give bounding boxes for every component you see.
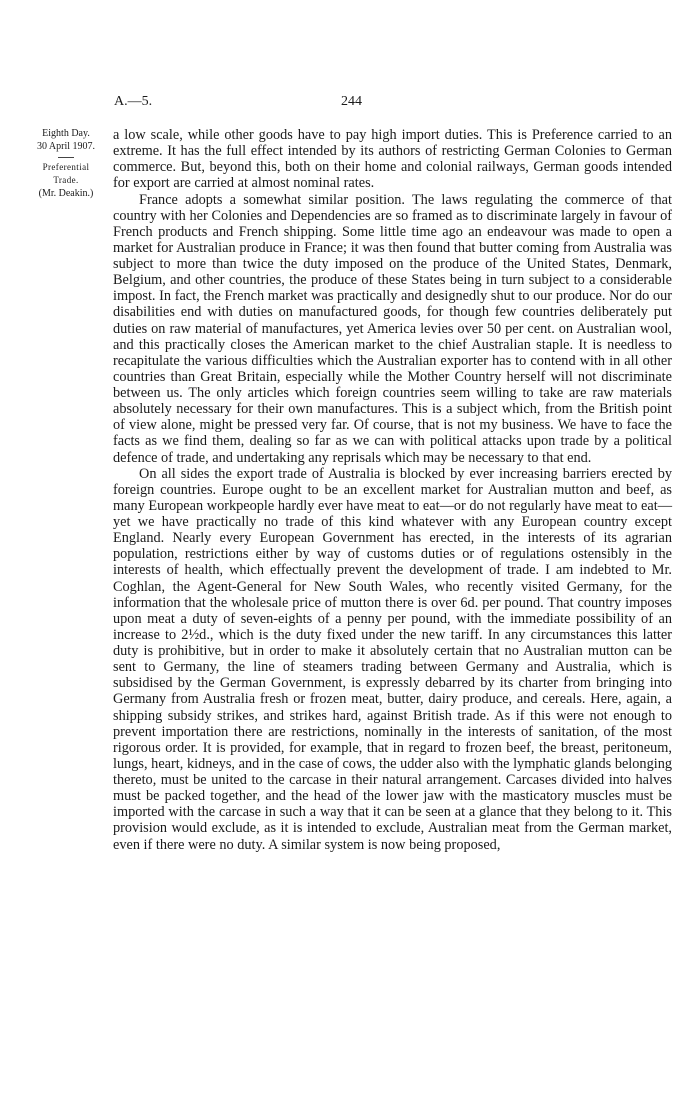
paragraph: a low scale, while other goods have to pay high import duties. This is Preference carried to an extreme. It has the full effect intended by its authors of restricting German Colonies to German commerce. But, beyond this, both on their home and colonial railways, German goods intended for export are carried at almost nominal rates.: [113, 127, 672, 192]
margin-date: 30 April 1907.: [36, 141, 96, 152]
margin-notes: [24, 127, 108, 200]
body-text: [113, 127, 672, 853]
paragraph: On all sides the export trade of Australia is blocked by ever increasing barriers erected by foreign countries. Europe ought to be an excellent market for Australian mutton and beef, as many European workpeople hardly ever have meat to eat—or do not regularly have meat to eat—yet we have practically no trade of this kind whatever with any European country except England. Nearly every European Government has erected, in the interests of its agrarian population, restrictions either by way of customs duties or of regulations ostensibly in the interests of health, which effectually prevent the development of trade. I am indebted to Mr. Coghlan, the Agent-General for New South Wales, who recently visited Germany, for the information that the wholesale price of mutton there is over 6d. per pound. That country imposes upon meat a duty of seven-eights of a penny per pound, with the immediate possibility of an increase to 2½d., which is the duty fixed under the new tariff. In any circumstances this latter duty is prohibitive, but in order to make it absolutely certain that no Australian mutton can be sent to Germany, the line of steamers trading between Germany and Australia, which is subsidised by the German Government, is expressly debarred by its charter from bringing into Germany from Australia fresh or frozen meat, butter, dairy produce, and cereals. Here, again, a shipping subsidy strikes, and strikes hard, against British trade. As if this were not enough to prevent importation there are restrictions, nominally in the interests of sanitation, of the most rigorous order. It is provided, for example, that in regard to frozen beef, the breast, peritoneum, lungs, heart, kidneys, and in the case of cows, the udder also with the lymphatic glands belonging thereto, must be united to the carcase in their natural arrangement. Carcases divided into halves must be packed together, and the head of the lower jaw with the masticatory muscles must be imported with the carcase in such a way that it can be seen at a glance that they belong to it. This provision would exclude, as it is intended to exclude, Australian meat from the German market, even if there were no duty. A similar system is now being proposed,: [113, 465, 672, 853]
margin-speaker: (Mr. Deakin.): [38, 188, 94, 199]
margin-topic-line1: Preferential: [42, 162, 90, 172]
paragraph: France adopts a somewhat similar position. The laws regulating the commerce of that country with her Colonies and Dependencies are so framed as to discriminate largely in favour of French products and French shipping. Some little time ago an endeavour was made to open a market for Australian produce in France; it was then found that butter coming from Australia was subject to more than twice the duty imposed on the produce of the United States, Denmark, Belgium, and other countries, the produce of these States being in turn subject to a considerable impost. In fact, the French market was practically and designedly shut to our produce. Nor do our disabilities end with duties on manufactured goods, for though few countries deliberately put duties on raw material of manufactures, yet America levies over 50 per cent. on Australian wool, and this practically closes the American market to the chief Australian staple. It is needless to recapitulate the various difficulties which the Australian exporter has to contend with in all other countries than Great Britain, especially while the Mother Country herself will not discriminate between us. The only articles which foreign countries seem willing to take are raw materials absolutely necessary for their own manufactures. This is a subject which, from the British point of view alone, might be pressed very far. Of course, that is not my business. We have to face the facts as we find them, dealing so far as we can with political attacks upon trade by a political defence of trade, and undertaking any reprisals which may be necessary to that end.: [113, 191, 672, 466]
margin-divider: [58, 157, 74, 158]
page-reference: A.—5.: [114, 94, 153, 109]
margin-topic-line2: Trade.: [53, 175, 79, 185]
margin-day: Eighth Day.: [42, 128, 90, 139]
page-number: 244: [341, 94, 362, 109]
